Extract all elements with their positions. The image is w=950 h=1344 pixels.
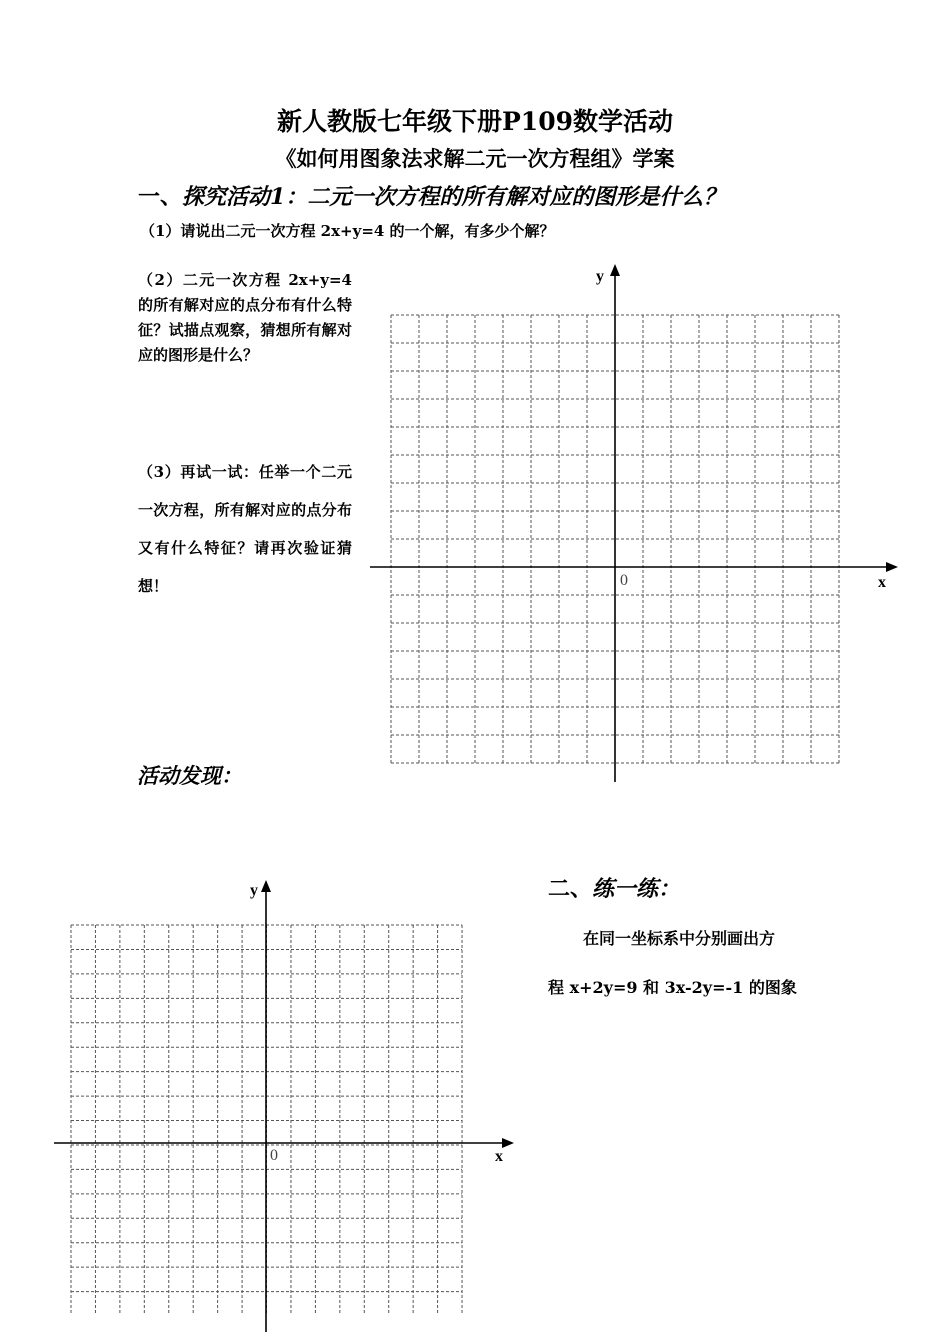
activity-finding-label: 活动发现： bbox=[137, 763, 242, 788]
page-subtitle: 《如何用图象法求解二元一次方程组》学案 bbox=[275, 146, 675, 171]
axes-2 bbox=[54, 880, 514, 1332]
question-2: （2）二元一次方程 2x+y=4 的所有解对应的点分布有什么特征？试描点观察，猜想所有解对应的图形是什么？ bbox=[138, 271, 352, 364]
x-axis-label-2: x bbox=[495, 1148, 503, 1165]
y-axis-label-2: y bbox=[250, 882, 258, 899]
origin-label-1: 0 bbox=[620, 572, 628, 589]
y-axis-label-1: y bbox=[596, 268, 604, 285]
section2-heading-text: 练一练： bbox=[592, 876, 681, 902]
practice-line-2: 程 x+2y=9 和 3x-2y=-1 的图象 bbox=[548, 978, 797, 997]
page-title: 新人教版七年级下册P109数学活动 bbox=[277, 107, 673, 136]
section2-prefix: 二、 bbox=[548, 876, 593, 902]
x-axis-label-1: x bbox=[878, 574, 886, 591]
question-1: （1）请说出二元一次方程 2x+y=4 的一个解，有多少个解？ bbox=[140, 222, 555, 240]
practice-line-1: 在同一坐标系中分别画出方 bbox=[583, 929, 776, 948]
section1-prefix: 一、 bbox=[138, 184, 183, 210]
question-3: （3）再试一试：任举一个二元一次方程，所有解对应的点分布又有什么特征？请再次验证猜想！ bbox=[138, 463, 352, 595]
y-axis-arrow-2 bbox=[261, 880, 271, 892]
section1-heading-text: 探究活动1：二元一次方程的所有解对应的图形是什么？ bbox=[182, 184, 726, 210]
x-axis-arrow-2 bbox=[502, 1138, 514, 1148]
origin-label-2: 0 bbox=[270, 1147, 278, 1164]
